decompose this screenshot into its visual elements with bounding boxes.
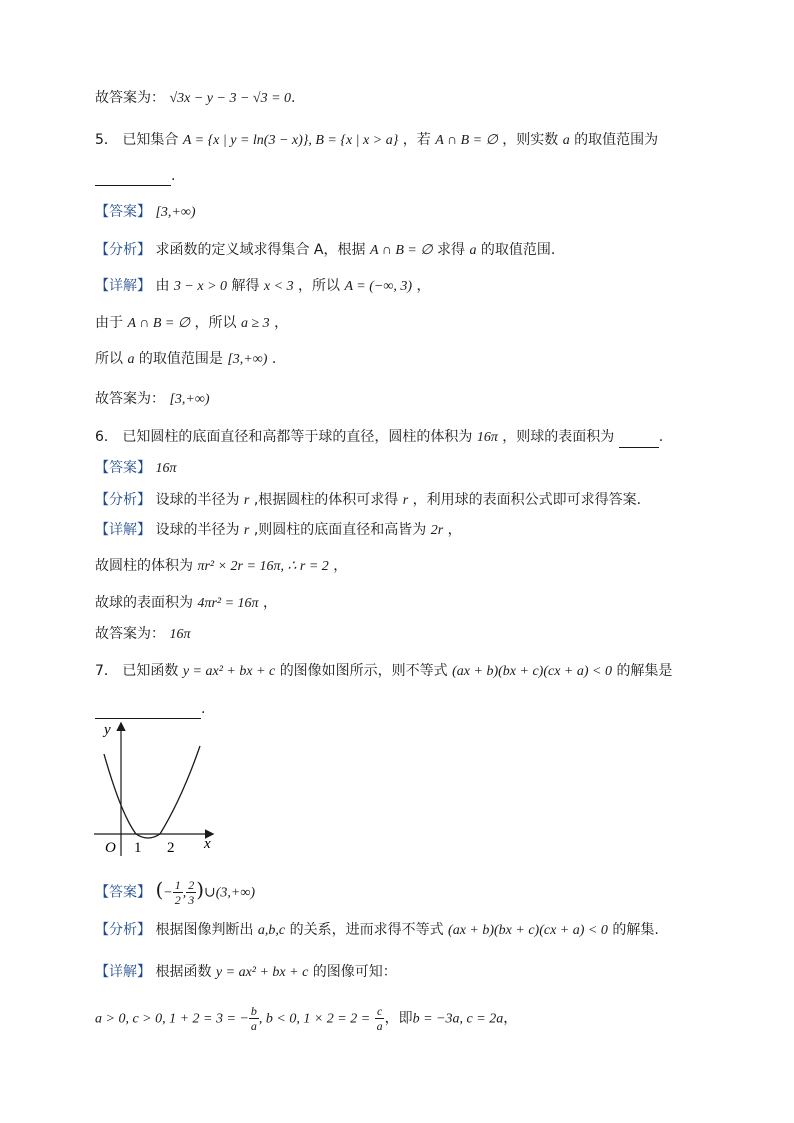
- numerator: 1: [174, 878, 181, 892]
- period: .: [201, 701, 206, 717]
- numerator: c: [376, 1004, 383, 1018]
- question-text: 的解集是: [616, 663, 673, 679]
- fraction: [249, 1004, 259, 1033]
- fraction: [173, 878, 183, 907]
- question-text: ，若: [402, 132, 431, 148]
- detail-text: ，所以: [194, 315, 237, 331]
- q5-detail-3: [95, 349, 276, 370]
- detail-text: 解得: [231, 278, 260, 294]
- detail-tag: 【详解】: [95, 278, 151, 294]
- detail-text: 根据函数: [155, 964, 212, 980]
- q7-answer: 【答案】 (− $\frac{1}{2}$ , $\frac{2}{3}$ )∪(3,+∞): [95, 877, 256, 907]
- function: y = ax² + bx + c: [215, 965, 309, 980]
- detail-text: ，: [503, 1010, 518, 1027]
- detail-text: ，: [447, 522, 462, 538]
- detail-text: 由于: [95, 315, 123, 331]
- parabola-graph: [90, 718, 220, 858]
- q7-detail-1: [95, 962, 397, 983]
- answer-tag: 【答案】: [95, 204, 151, 220]
- prev-answer-line: 故答案为： √3x − y − 3 − √3 = 0.: [95, 90, 296, 106]
- result: a ≥ 3: [240, 316, 270, 331]
- variable: a: [127, 352, 135, 367]
- analysis-text: 求函数的定义域求得集合 A，根据: [155, 242, 366, 258]
- result: b = −3a, c = 2a: [412, 1011, 504, 1027]
- condition: A ∩ B = ∅: [435, 133, 498, 148]
- detail-text: 所以: [95, 351, 123, 367]
- inequality: 3 − x > 0: [173, 279, 228, 294]
- question-number: 7．: [95, 663, 118, 679]
- question-text: 已知集合: [122, 132, 179, 148]
- answer-blank-line: [95, 166, 175, 186]
- answer-equation: √3x − y − 3 − √3 = 0: [169, 91, 292, 106]
- detail-text: 的图像可知：: [312, 964, 397, 980]
- period: .: [658, 429, 664, 445]
- question-5: [95, 130, 658, 151]
- inequality: (ax + b)(bx + c)(cx + a) < 0: [452, 664, 612, 679]
- y-axis-label: y: [104, 722, 111, 738]
- variable: a: [562, 133, 570, 148]
- detail-text: ，: [416, 278, 431, 294]
- answer-blank: [95, 171, 171, 186]
- origin-label: O: [105, 840, 116, 856]
- variable: r: [243, 493, 250, 508]
- detail-text: ，即: [384, 1010, 413, 1027]
- answer-tag: 【答案】: [95, 884, 151, 901]
- answer-label: 故答案为：: [95, 626, 165, 642]
- answer-blank: [95, 704, 201, 719]
- set-result: A = (−∞, 3): [344, 279, 412, 294]
- analysis-tag: 【分析】: [95, 242, 151, 258]
- parabola-curve: [104, 746, 200, 838]
- analysis-text: 的解集.: [612, 922, 659, 938]
- q6-analysis: [95, 490, 641, 511]
- detail-text: ，: [333, 558, 348, 574]
- variable: a: [469, 243, 477, 258]
- fraction: [375, 1004, 385, 1033]
- analysis-text: 根据图像判断出: [155, 922, 254, 938]
- numerator: b: [250, 1004, 257, 1018]
- period: .: [171, 168, 176, 184]
- tick-label-1: 1: [134, 840, 142, 856]
- answer-blank: [619, 433, 659, 448]
- answer-union: ∪(3,+∞): [204, 885, 256, 901]
- result: [3,+∞): [227, 352, 268, 367]
- question-text: 已知圆柱的底面直径和高都等于球的直径，圆柱的体积为: [122, 429, 473, 445]
- expression: 2r: [430, 523, 444, 538]
- q5-analysis: [95, 240, 555, 261]
- relation: , b < 0, 1 × 2 = 2 =: [258, 1011, 371, 1027]
- q7-detail-2: [95, 1004, 517, 1033]
- detail-text: ，: [274, 315, 289, 331]
- condition: A ∩ B = ∅: [127, 316, 191, 331]
- analysis-text: 的关系，进而求得不等式: [289, 922, 444, 938]
- question-number: 6．: [95, 429, 118, 445]
- q6-detail-3: [95, 593, 277, 614]
- x-axis-label: x: [204, 836, 211, 852]
- answer-blank-line: [95, 699, 205, 719]
- analysis-tag: 【分析】: [95, 492, 151, 508]
- detail-tag: 【详解】: [95, 522, 151, 538]
- analysis-text: 的取值范围.: [480, 242, 556, 258]
- equation: 4πr² = 16π: [197, 596, 259, 611]
- question-6: [95, 427, 663, 448]
- equation: πr² × 2r = 16π, ∴ r = 2: [197, 559, 329, 574]
- question-text: ，则球的表面积为: [502, 429, 615, 445]
- analysis-text: 求得: [437, 242, 465, 258]
- relation: a > 0, c > 0, 1 + 2 = 3 = −: [95, 1011, 249, 1027]
- variable: r: [243, 523, 250, 538]
- detail-text: 故球的表面积为: [95, 595, 193, 611]
- q6-final: [95, 624, 190, 645]
- question-7: [95, 661, 672, 682]
- variable: r: [402, 493, 409, 508]
- answer-tag: 【答案】: [95, 460, 151, 476]
- question-text: 的取值范围为: [574, 132, 659, 148]
- condition: A ∩ B = ∅: [369, 243, 433, 258]
- answer-value: 16π: [155, 461, 177, 476]
- detail-tag: 【详解】: [95, 964, 151, 980]
- detail-text: 由: [155, 278, 170, 294]
- analysis-text: ，利用球的表面积公式即可求得答案.: [412, 492, 642, 508]
- answer-value: 16π: [169, 627, 191, 642]
- q6-detail-2: [95, 556, 347, 577]
- q5-detail-2: [95, 313, 288, 334]
- analysis-tag: 【分析】: [95, 922, 151, 938]
- numerator: 2: [188, 878, 195, 892]
- q7-analysis: [95, 920, 659, 941]
- tick-label-2: 2: [167, 840, 175, 856]
- q5-detail-1: [95, 276, 430, 297]
- answer-label: 故答案为：: [95, 90, 165, 106]
- detail-text: 设球的半径为: [155, 522, 240, 538]
- inequality: (ax + b)(bx + c)(cx + a) < 0: [448, 923, 608, 938]
- question-text: 已知函数: [122, 663, 179, 679]
- answer-value: [3,+∞): [169, 392, 210, 407]
- detail-text: .: [271, 351, 277, 367]
- question-text: 的图像如图所示，则不等式: [279, 663, 448, 679]
- detail-text: ，: [263, 595, 278, 611]
- answer-value: [3,+∞): [155, 205, 196, 220]
- function: y = ax² + bx + c: [182, 664, 276, 679]
- denominator: 2: [174, 893, 181, 907]
- denominator: a: [250, 1019, 257, 1033]
- set-definition: A = {x | y = ln(3 − x)}, B = {x | x > a}: [182, 133, 399, 148]
- detail-text: 的取值范围是: [138, 351, 223, 367]
- volume-value: 16π: [476, 430, 498, 445]
- question-text: ，则实数: [502, 132, 559, 148]
- q5-answer: [95, 202, 196, 223]
- detail-text: 故圆柱的体积为: [95, 558, 193, 574]
- fraction: [186, 878, 196, 907]
- analysis-text: ,根据圆柱的体积可求得: [253, 492, 399, 508]
- paren-open: (: [155, 877, 164, 902]
- variables: a,b,c: [257, 923, 286, 938]
- answer-label: 故答案为：: [95, 391, 165, 407]
- q5-final: [95, 389, 210, 410]
- question-number: 5．: [95, 132, 118, 148]
- analysis-text: 设球的半径为: [155, 492, 240, 508]
- result: x < 3: [263, 279, 294, 294]
- denominator: 3: [188, 893, 195, 907]
- detail-text: ，所以: [298, 278, 341, 294]
- paren-close: ): [196, 877, 205, 902]
- q6-answer: [95, 458, 176, 479]
- detail-text: ,则圆柱的底面直径和高皆为: [253, 522, 427, 538]
- denominator: a: [376, 1019, 383, 1033]
- q6-detail-1: [95, 520, 462, 541]
